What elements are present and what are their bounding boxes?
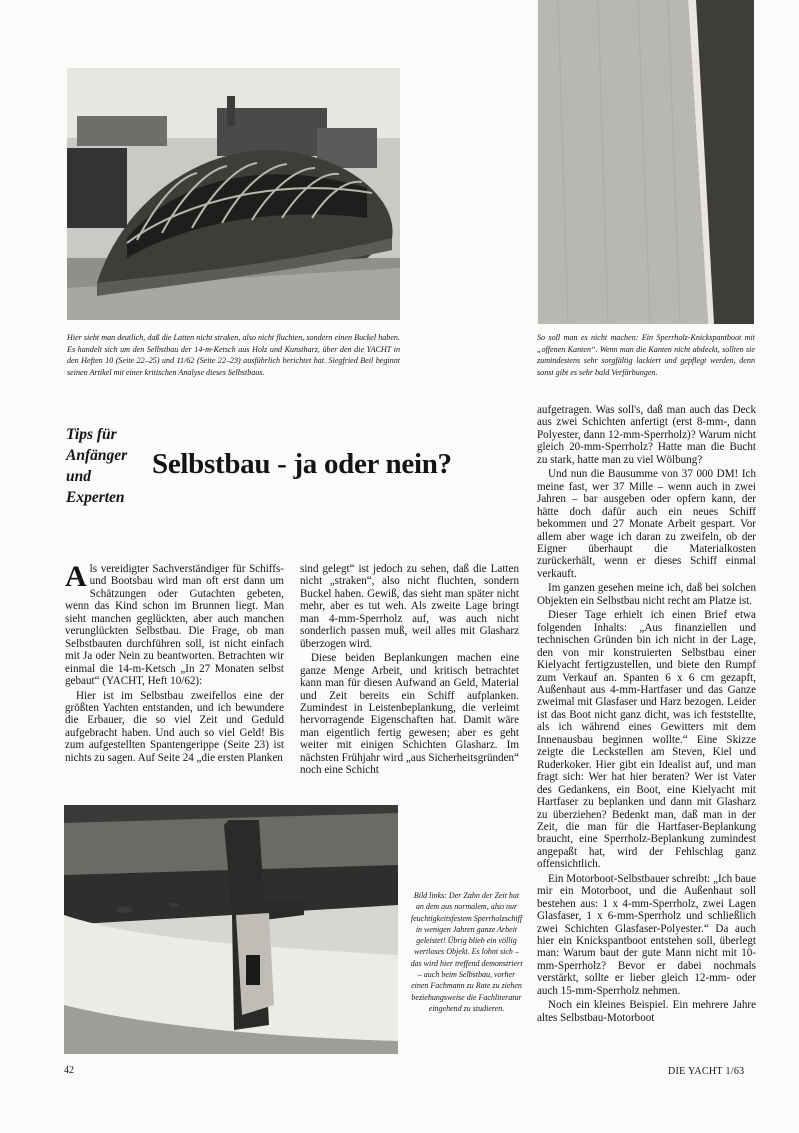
article-paragraph: Ein Motorboot-Selbstbauer schreibt: „Ich baue mir ein Motorboot, und die Außenhaut soll bestehen aus: 1 x 4-mm-Sperrholz, zwei Lagen Glasfaser, 1 x 6-mm-Sperrholz und schließlich zwei Schichten Glasfaser-Polyester.“ Da auch hier ein Knickspantboot entstehen soll, überlegt man: Warum baut der gute Mann nicht mit 10-mm-Sperrholz? Bevor er dabei nochmals verstärkt, sollte er lieber gleich 12-mm- oder auch 15-mm-Sperrholz nehmen. bbox=[537, 872, 756, 997]
photo-damaged-hull bbox=[64, 805, 398, 1054]
photo-hull-frame bbox=[67, 68, 400, 320]
kicker-line: Experten bbox=[66, 489, 125, 506]
paragraph-text: ls vereidigter Sachverständiger für Schiffs- und Bootsbau wird man oft erst dann um Schätzungen oder Gutachten gebeten, wenn das Kind schon im Brunnen liegt. Man sieht manchen geglückten, aber auch manchen verunglückten Selbstbau. Die Frage, ob man Selbstbauten durchführen soll, ist nicht einfach mit Ja oder Nein zu beantworten. Betrachten wir einmal die 14-m-Ketsch „In 27 Monaten selbst gebaut“ (YACHT, Heft 10/62): bbox=[65, 563, 284, 688]
article-paragraph: Noch ein kleines Beispiel. Ein mehrere Jahre altes Selbstbau-Motorboot bbox=[537, 999, 756, 1024]
article-paragraph: Hier ist im Selbstbau zweifellos eine der größten Yachten entstanden, und ich bewundere die Erbauer, die so viel Zeit und Geduld aufgebracht haben. Und auch so viel Geld! Bis zum aufgestellten Spantengerippe (Seite 23) ist nichts zu sagen. Auf Seite 24 „die ersten Planken bbox=[65, 689, 284, 764]
photo-plywood-panel bbox=[538, 0, 754, 324]
kicker-line: Anfänger bbox=[66, 447, 128, 464]
article-paragraph: sind gelegt“ ist jedoch zu sehen, daß die Latten nicht „straken“, also nicht fluchten, sondern Buckel haben. Gewiß, das sieht man später nicht mehr, aber es tut weh. Als zweite Lage bringt man 4-mm-Sperrholz auf, was auch nicht sonderlich passen muß, weil alles mit Glasharz überzogen wird. bbox=[300, 563, 519, 650]
caption-damaged-hull: Bild links: Der Zahn der Zeit hat an dem aus normalem, also nur feuchtigkeitsfestem Sperrholzschiff in wenigen Jahren ganze Arbeit geleistet! Übrig blieb ein völlig wertloses Objekt. Es lohnt sich – das wird hier treffend demonstriert – auch beim Selbstbau, vorher einen Fachmann zu Rate zu ziehen beziehungsweise die Fachliteratur eingehend zu studieren. bbox=[410, 891, 523, 1013]
article-paragraph: Dieser Tage erhielt ich einen Brief etwa folgenden Inhalts: „Aus finanziellen und technischen Gründen bin ich nicht in der Lage, den von mir konstruierten Selbstbau einer Kielyacht fertigzustellen, und biete den Rumpf zum Verkauf an. Spanten 6 x 6 cm gezapft, Außenhaut aus 4-mm-Hartfaser und das Ganze zweimal mit Glasfaser und Harz bezogen. Leider ist das Boot nicht ganz dicht, was ich feststellte, als ich während eines Gewitters mit dem Innenausbau beginnen wollte.“ Eine Skizze zeigte die Leckstellen am Steven, Kiel und Ruderkoker. Hier gibt ein Idealist auf, und man fragt sich: Wer hat hier beraten? Wer ist Vater des Gedankens, ein Boot, eine Kielyacht mit Hartfaser zu beplanken und dann mit Glasharz zu überziehen? Bedenkt man, daß man in der Zeit, die man für die Hartfaser-Beplankung braucht, eine Sperrholz-Beplankung zumindest angepaßt hat, wird der Fehlschlag ganz offensichtlich. bbox=[537, 609, 756, 871]
magazine-issue: DIE YACHT 1/63 bbox=[668, 1066, 745, 1077]
article-paragraph: Und nun die Bausumme von 37 000 DM! Ich meine fast, wer 37 Mille – wenn auch in zwei Jahren – bar ausgeben oder opfern kann, der hätte doch dafür auch ein neues Schiff bekommen und 27 Monate Arbeit gespart. Vor allem aber wage ich daran zu zweifeln, ob der Eigner überhaupt die Materialkosten zurückerhält, wenn er dieses Schiff einmal verkauft. bbox=[537, 468, 756, 580]
article-paragraph: Diese beiden Beplankungen machen eine ganze Menge Arbeit, und kritisch betrachtet kann man für diesen Aufwand an Geld, Material und Zeit bereits ein Schiff aufplanken. Zumindest in Leistenbeplankung, die verleimt hervorragende Eigenschaften hat. Damit wäre man eigentlich fertig gewesen; aber es geht weiter mit einigen Schichten Glasharz. Im nächsten Frühjahr wird „aus Sicherheitsgründen“ noch eine Schicht bbox=[300, 652, 519, 777]
article-paragraph: Im ganzen gesehen meine ich, daß bei solchen Objekten ein Selbstbau nicht recht am Platze ist. bbox=[537, 582, 756, 607]
article-kicker bbox=[66, 424, 146, 508]
article-column-1 bbox=[65, 560, 284, 766]
article-paragraph: aufgetragen. Was soll's, daß man auch das Deck aus zwei Schichten anfertigt (erst 8-mm-, dann Polyester, dann 12-mm-Sperrholz)? Warum nicht gleich 20-mm-Sperrholz? Hatte man die Bucht zu stark, hatte man zu viel Wölbung? bbox=[537, 404, 756, 466]
drop-cap: A bbox=[65, 560, 87, 593]
kicker-line: Tips für bbox=[66, 426, 117, 443]
caption-plywood-panel: So soll man es nicht machen: Ein Sperrholz-Knickspantboot mit „offenen Kanten“. Wenn man die Kanten nicht abdeckt, sollten sie zumindestens sehr sorgfältig lackiert und gepflegt werden, denn sonst gibt es sehr bald Verfärbungen. bbox=[537, 333, 755, 377]
article-headline: Selbstbau - ja oder nein? bbox=[152, 448, 452, 480]
caption-hull-frame: Hier sieht man deutlich, daß die Latten nicht straken, also nicht fluchten, sondern einen Buckel haben. Es handelt sich um den Selbstbau der 14-m-Ketsch aus Holz und Kunstharz, über den die YACHT in den Heften 10 (Seite 22–25) und 11/62 (Seite 22–23) ausführlich berichtet hat. Siegfried Beil beginnt seinen Artikel mit einer kritischen Analyse dieses Selbstbaus. bbox=[67, 333, 400, 377]
article-column-3 bbox=[537, 404, 756, 1026]
page-number: 42 bbox=[64, 1065, 74, 1076]
article-column-2 bbox=[300, 563, 519, 779]
kicker-line: und bbox=[66, 468, 91, 485]
article-paragraph bbox=[65, 560, 284, 688]
